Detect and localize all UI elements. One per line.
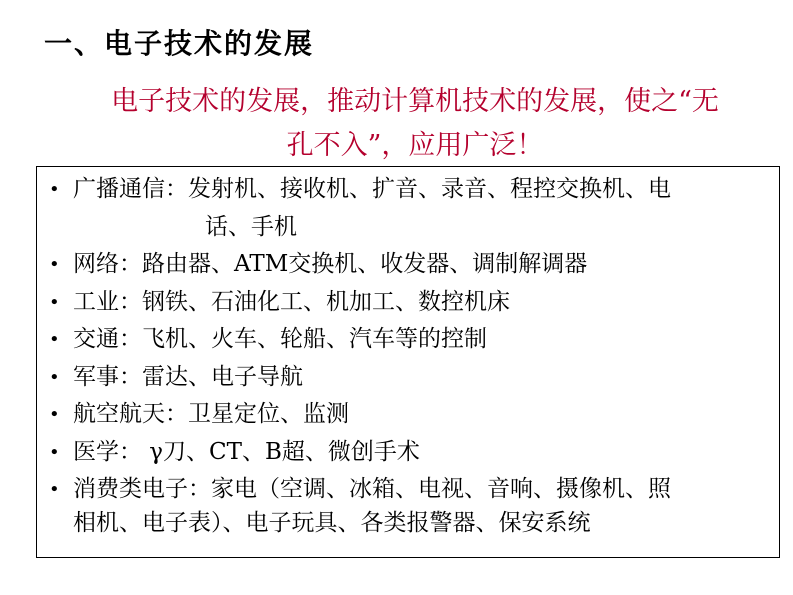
subtitle-line-2: 孔不入”，应用广泛！: [286, 130, 544, 161]
list-item-broadcast: [37, 171, 779, 246]
bullet-dot-icon: •: [49, 329, 60, 350]
slide-title: 一、电子技术的发展: [44, 27, 315, 60]
list-item-medical: [37, 434, 779, 472]
list-item-text: 工业：钢铁、石油化工、机加工、数控机床: [73, 288, 510, 315]
bullet-dot-icon: •: [49, 179, 60, 200]
list-item-text: 航空航天：卫星定位、监测: [73, 401, 349, 427]
list-item-aerospace: [37, 396, 779, 434]
bullet-dot-icon: •: [49, 404, 60, 425]
list-item-text: 军事：雷达、电子导航: [73, 363, 303, 390]
list-item-text: 交通：飞机、火车、轮船、汽车等的控制: [73, 326, 487, 352]
list-item-military: [37, 359, 779, 397]
bullet-list: [37, 171, 779, 542]
list-item-text: 消费类电子：家电（空调、冰箱、电视、音响、摄像机、照: [73, 476, 671, 502]
list-item-continuation: 话、手机: [205, 213, 297, 240]
bullet-dot-icon: •: [49, 254, 60, 275]
list-item-text: 广播通信：发射机、接收机、扩音、录音、程控交换机、电: [73, 176, 671, 202]
list-item-transport: [37, 321, 779, 359]
bullet-dot-icon: •: [49, 479, 60, 500]
slide-subtitle: [40, 80, 790, 168]
list-item-industry: [37, 284, 779, 322]
list-item-text: 网络：路由器、ATM交换机、收发器、调制解调器: [73, 251, 588, 277]
subtitle-line-1: 电子技术的发展，推动计算机技术的发展，使之“无: [111, 86, 719, 117]
list-item-text: 医学： γ刀、CT、B超、微创手术: [73, 438, 420, 465]
content-box: [36, 166, 780, 558]
list-item-consumer: [37, 471, 779, 542]
bullet-dot-icon: •: [49, 366, 60, 388]
list-item-continuation: 相机、电子表）、电子玩具、各类报警器、保安系统: [73, 509, 591, 536]
list-item-network: [37, 246, 779, 284]
bullet-dot-icon: •: [49, 441, 60, 463]
bullet-dot-icon: •: [49, 291, 60, 313]
